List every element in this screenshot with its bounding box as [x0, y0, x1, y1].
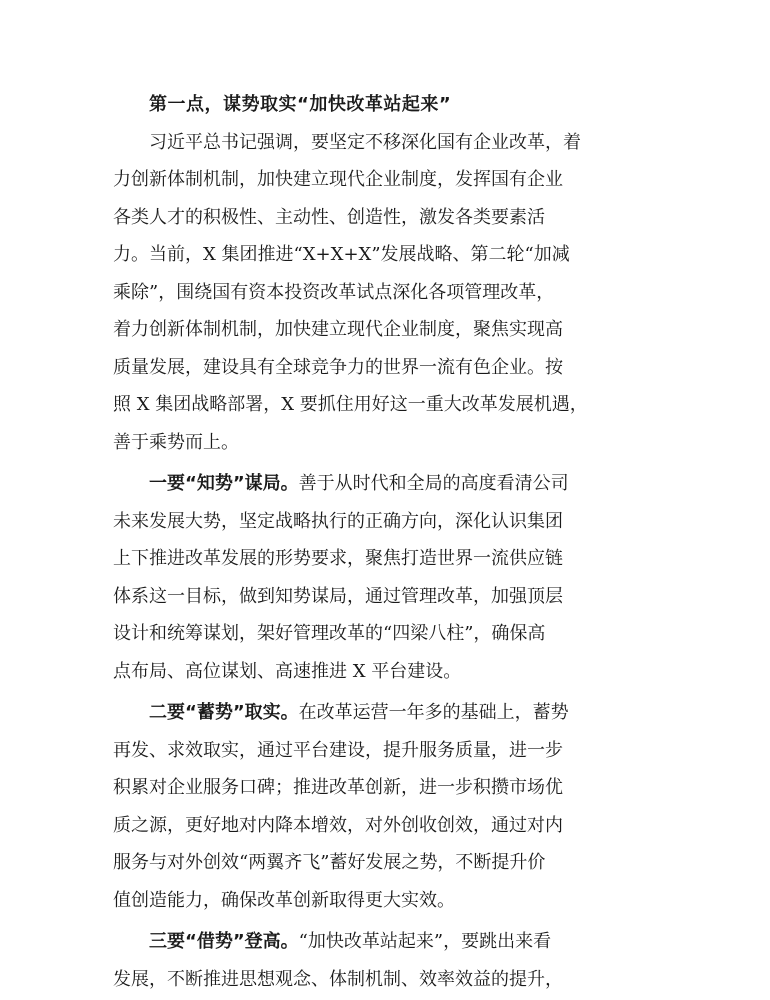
paragraph-line: 未来发展大势，坚定战略执行的正确方向，深化认识集团 — [113, 510, 563, 532]
paragraph-first-text: 善于从时代和全局的高度看清公司 — [298, 473, 569, 494]
paragraph-line: 乘除”，围绕国有资本投资改革试点深化各项管理改革， — [113, 281, 555, 303]
paragraph-line: 上下推进改革发展的形势要求，聚焦打造世界一流供应链 — [113, 548, 563, 569]
paragraph-first-line — [113, 694, 648, 732]
paragraph-line: 力。当前，X 集团推进“X+X+X”发展战略、第二轮“加减 — [113, 244, 570, 265]
paragraph-first-text: “加快改革站起来”，要跳出来看 — [298, 931, 552, 952]
section-title: 第一点，谋势取实“加快改革站起来” — [149, 94, 452, 115]
paragraph-line: 值创造能力，确保改革创新取得更大实效。 — [113, 889, 455, 911]
paragraph-line: 设计和统筹谋划，架好管理改革的“四梁八柱”，确保高 — [113, 623, 546, 644]
paragraph-line: 服务与对外创效“两翼齐飞”蓄好发展之势，不断提升价 — [113, 852, 546, 873]
paragraph-first-line — [113, 923, 648, 961]
paragraph-first-text: 在改革运营一年多的基础上，蓄势 — [298, 702, 569, 723]
paragraph-line: 善于乘势而上。 — [113, 431, 239, 453]
paragraph-lead: 一要“知势”谋局。 — [149, 473, 299, 494]
paragraph-first-line — [113, 465, 648, 503]
paragraph-line: 体系这一目标，做到知势谋局，通过管理改革，加强顶层 — [113, 585, 563, 607]
paragraph-line: 各类人才的积极性、主动性、创造性，激发各类要素活 — [113, 206, 545, 228]
paragraph-line: 积累对企业服务口碑；推进改革创新，进一步积攒市场优 — [113, 777, 563, 798]
paragraph-line: 质量发展，建设具有全球竞争力的世界一流有色企业。按 — [113, 356, 563, 378]
paragraph-lead: 二要“蓄势”取实。 — [149, 702, 299, 723]
paragraph-line: 力创新体制机制，加快建立现代企业制度，发挥国有企业 — [113, 169, 563, 190]
paragraph-line: 质之源，更好地对内降本增效，对外创收创效，通过对内 — [113, 814, 563, 836]
paragraph-line: 点布局、高位谋划、高速推进 X 平台建设。 — [113, 660, 462, 682]
paragraph-line: 习近平总书记强调，要坚定不移深化国有企业改革，着 — [149, 131, 581, 153]
paragraph-line: 发展，不断推进思想观念、体制机制、效率效益的提升， — [113, 968, 563, 990]
paragraph-line: 照 X 集团战略部署，X 要抓住用好这一重大改革发展机遇， — [113, 394, 588, 415]
paragraph-lead: 三要“借势”登高。 — [149, 931, 299, 952]
paragraph-line: 再发、求效取实，通过平台建设，提升服务质量，进一步 — [113, 739, 563, 761]
paragraph-line: 着力创新体制机制，加快建立现代企业制度，聚焦实现高 — [113, 319, 563, 340]
document-body — [113, 86, 648, 998]
